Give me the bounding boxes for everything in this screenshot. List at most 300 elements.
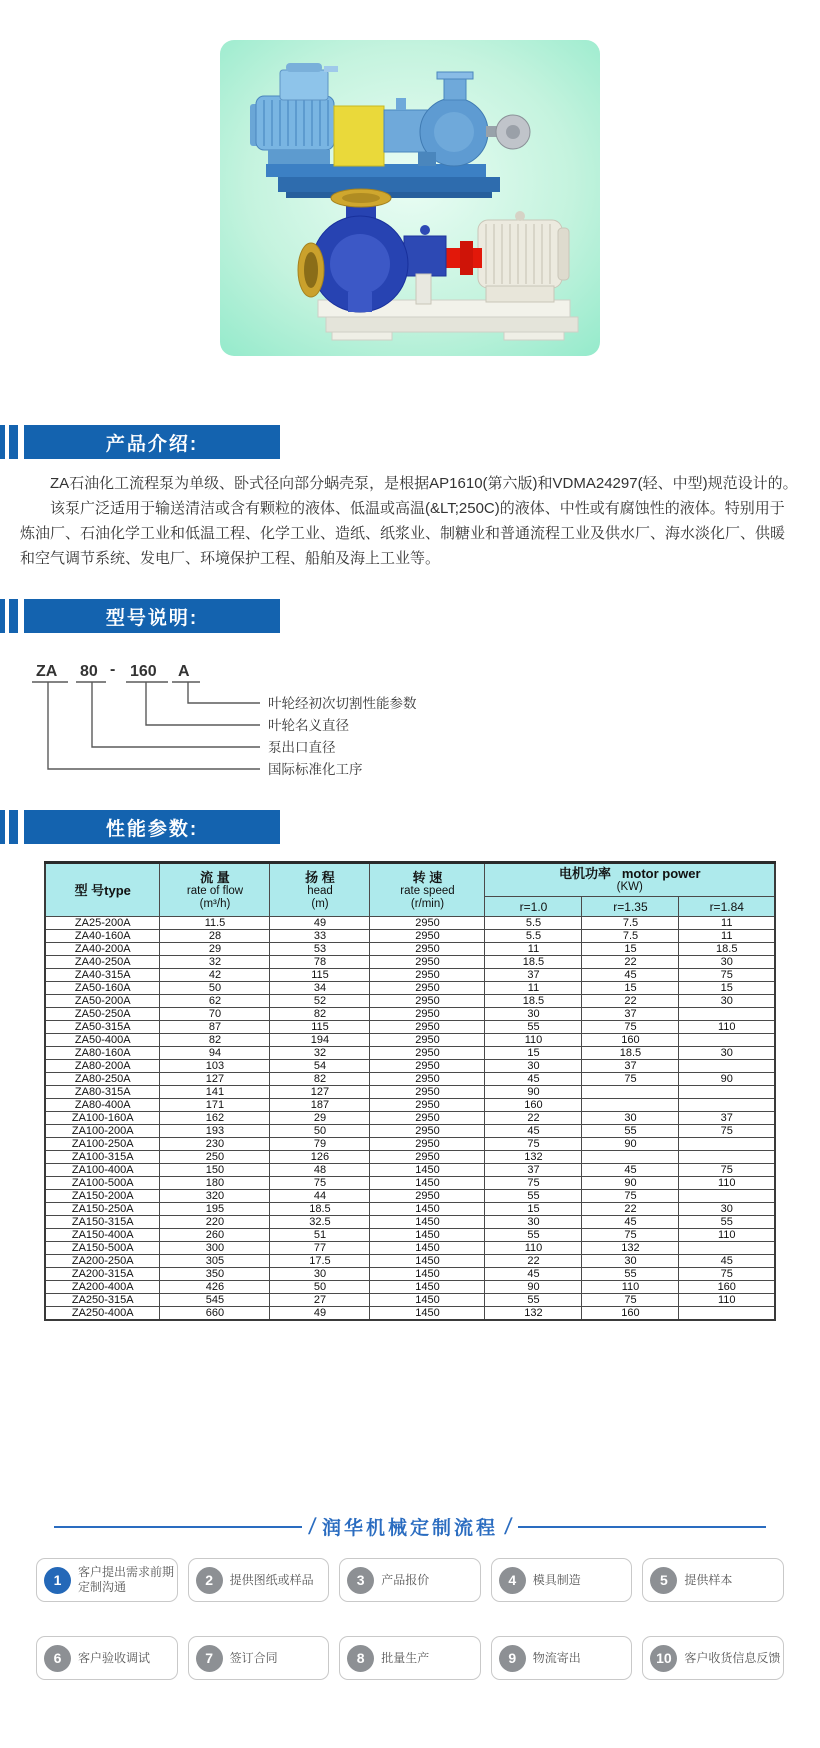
cell-flow: 660	[160, 1307, 270, 1321]
cell-speed: 2950	[370, 982, 485, 995]
cell-head: 194	[270, 1034, 370, 1047]
step-label: 客户验收调试	[78, 1650, 151, 1665]
cell-type: ZA40-250A	[45, 956, 160, 969]
cell-flow: 230	[160, 1138, 270, 1151]
cell-power-r135: 45	[582, 969, 679, 982]
cell-flow: 28	[160, 930, 270, 943]
cell-flow: 350	[160, 1268, 270, 1281]
col-header-flow-en: rate of flow	[186, 884, 244, 897]
cell-type: ZA150-400A	[45, 1229, 160, 1242]
step-number-badge	[499, 1567, 526, 1594]
cell-power-r184: 110	[679, 1177, 775, 1190]
cell-head: 48	[270, 1164, 370, 1177]
cell-power-r135: 160	[582, 1307, 679, 1321]
cell-head: 17.5	[270, 1255, 370, 1268]
cell-speed: 2950	[370, 969, 485, 982]
col-header-speed-cn: 转 速	[412, 869, 443, 885]
cell-type: ZA50-400A	[45, 1034, 160, 1047]
cell-speed: 2950	[370, 1138, 485, 1151]
cell-power-r135: 37	[582, 1060, 679, 1073]
table-row	[45, 956, 775, 969]
cell-type: ZA150-500A	[45, 1242, 160, 1255]
cell-flow: 426	[160, 1281, 270, 1294]
cell-flow: 220	[160, 1216, 270, 1229]
col-header-speed-en: rate speed	[400, 884, 455, 897]
cell-power-r184	[679, 1242, 775, 1255]
cell-speed: 2950	[370, 1047, 485, 1060]
table-row	[45, 969, 775, 982]
cell-power-r1: 132	[485, 1151, 582, 1164]
col-header-flow-unit: (m³/h)	[199, 897, 231, 910]
cell-speed: 1450	[370, 1164, 485, 1177]
cell-speed: 2950	[370, 930, 485, 943]
table-row	[45, 1151, 775, 1164]
process-step	[642, 1636, 784, 1680]
table-row	[45, 917, 775, 930]
header-accent-bar	[9, 599, 18, 633]
cell-power-r1: 160	[485, 1099, 582, 1112]
process-title: 润华机械定制流程	[322, 1518, 499, 1539]
table-row	[45, 1190, 775, 1203]
step-number-badge	[196, 1567, 223, 1594]
cell-power-r135: 45	[582, 1216, 679, 1229]
cell-power-r135	[582, 1099, 679, 1112]
heading-slash-left: /	[306, 1513, 317, 1539]
cell-power-r184	[679, 1190, 775, 1203]
model-label-outlet: 泵出口直径	[268, 740, 336, 755]
cell-speed: 2950	[370, 917, 485, 930]
cell-power-r135: 132	[582, 1242, 679, 1255]
table-row	[45, 1034, 775, 1047]
cell-power-r1: 11	[485, 943, 582, 956]
step-number: 9	[508, 1650, 517, 1666]
cell-power-r135	[582, 1151, 679, 1164]
step-number: 5	[659, 1572, 668, 1588]
step-label: 产品报价	[381, 1572, 430, 1587]
cell-power-r184: 75	[679, 1268, 775, 1281]
cell-type: ZA80-250A	[45, 1073, 160, 1086]
cell-power-r1: 45	[485, 1125, 582, 1138]
cell-power-r184: 75	[679, 1125, 775, 1138]
col-header-head-en: head	[307, 884, 333, 897]
cell-power-r135: 37	[582, 1008, 679, 1021]
table-row	[45, 982, 775, 995]
cell-head: 79	[270, 1138, 370, 1151]
cell-power-r184: 30	[679, 1047, 775, 1060]
cell-flow: 171	[160, 1099, 270, 1112]
cell-power-r184	[679, 1086, 775, 1099]
cell-power-r184: 160	[679, 1281, 775, 1294]
cell-type: ZA100-160A	[45, 1112, 160, 1125]
cell-power-r135: 160	[582, 1034, 679, 1047]
cell-type: ZA80-400A	[45, 1099, 160, 1112]
cell-power-r184: 30	[679, 995, 775, 1008]
table-row	[45, 1138, 775, 1151]
cell-flow: 62	[160, 995, 270, 1008]
cell-type: ZA200-250A	[45, 1255, 160, 1268]
cell-head: 52	[270, 995, 370, 1008]
table-row	[45, 1112, 775, 1125]
cell-type: ZA100-500A	[45, 1177, 160, 1190]
step-label: 客户收货信息反馈	[684, 1650, 781, 1665]
cell-speed: 1450	[370, 1177, 485, 1190]
col-header-head-unit: (m)	[311, 897, 329, 910]
table-row	[45, 1216, 775, 1229]
cell-power-r184: 18.5	[679, 943, 775, 956]
cell-type: ZA100-315A	[45, 1151, 160, 1164]
intro-paragraph-2: 该泵广泛适用于输送清洁或含有颗粒的液体、低温或高温(&LT;250C)的液体、中性或有腐蚀性的液体。特别用于炼油厂、石油化学工业和低温工程、化学工业、造纸、纸浆业、制糖业和普通流程工业及供水厂、海水淡化厂、供暖和空气调节系统、发电厂、环境保护工程、船舶及海上工业等。	[20, 500, 786, 567]
cell-type: ZA250-400A	[45, 1307, 160, 1321]
table-row	[45, 1099, 775, 1112]
cell-power-r1: 110	[485, 1242, 582, 1255]
step-number-badge	[196, 1645, 223, 1672]
step-number: 2	[205, 1572, 213, 1588]
cell-power-r184: 110	[679, 1294, 775, 1307]
cell-head: 30	[270, 1268, 370, 1281]
cell-flow: 127	[160, 1073, 270, 1086]
cell-power-r184: 15	[679, 982, 775, 995]
cell-flow: 11.5	[160, 917, 270, 930]
step-label: 模具制造	[532, 1572, 581, 1587]
cell-flow: 162	[160, 1112, 270, 1125]
col-header-head	[270, 863, 370, 917]
cell-speed: 1450	[370, 1242, 485, 1255]
process-step	[491, 1636, 633, 1680]
cell-speed: 2950	[370, 943, 485, 956]
step-label: 客户提出需求前期定制沟通	[78, 1565, 175, 1594]
cell-type: ZA40-160A	[45, 930, 160, 943]
table-row	[45, 1021, 775, 1034]
intro-text	[20, 471, 798, 571]
table-row	[45, 943, 775, 956]
cell-power-r1: 55	[485, 1190, 582, 1203]
cell-power-r184: 11	[679, 930, 775, 943]
cell-power-r184: 37	[679, 1112, 775, 1125]
step-label: 批量生产	[381, 1650, 430, 1665]
cell-power-r135: 22	[582, 995, 679, 1008]
params-table-body	[45, 917, 775, 1321]
step-label: 签订合同	[229, 1650, 278, 1665]
header-accent-bar	[0, 425, 5, 459]
step-label: 提供图纸或样品	[229, 1572, 314, 1587]
cell-power-r135: 7.5	[582, 930, 679, 943]
cell-power-r184	[679, 1307, 775, 1321]
table-row	[45, 1125, 775, 1138]
cell-flow: 193	[160, 1125, 270, 1138]
cell-power-r135: 90	[582, 1138, 679, 1151]
cell-speed: 2950	[370, 1021, 485, 1034]
cell-power-r135: 18.5	[582, 1047, 679, 1060]
cell-power-r184	[679, 1034, 775, 1047]
cell-speed: 2950	[370, 1112, 485, 1125]
process-step	[36, 1558, 178, 1602]
cell-type: ZA100-400A	[45, 1164, 160, 1177]
cell-power-r1: 45	[485, 1073, 582, 1086]
cell-speed: 2950	[370, 1008, 485, 1021]
step-label: 提供样本	[684, 1572, 733, 1587]
cell-flow: 70	[160, 1008, 270, 1021]
table-row	[45, 1060, 775, 1073]
cell-speed: 2950	[370, 1099, 485, 1112]
model-code-impeller: 160	[130, 663, 157, 680]
cell-power-r184	[679, 1138, 775, 1151]
cell-power-r1: 75	[485, 1177, 582, 1190]
cell-head: 54	[270, 1060, 370, 1073]
col-header-power-cn: 电机功率 motor power	[558, 866, 701, 881]
cell-power-r135: 90	[582, 1177, 679, 1190]
cell-power-r1: 18.5	[485, 956, 582, 969]
cell-flow: 545	[160, 1294, 270, 1307]
cell-head: 49	[270, 917, 370, 930]
cell-head: 29	[270, 1112, 370, 1125]
cell-head: 18.5	[270, 1203, 370, 1216]
step-number: 6	[53, 1650, 62, 1666]
process-step	[491, 1558, 633, 1602]
cell-power-r184	[679, 1060, 775, 1073]
step-number: 8	[356, 1650, 365, 1666]
cell-power-r135: 7.5	[582, 917, 679, 930]
model-label-impeller: 叶轮名义直径	[268, 718, 349, 733]
cell-type: ZA50-315A	[45, 1021, 160, 1034]
cell-power-r1: 55	[485, 1021, 582, 1034]
header-accent-bar	[0, 810, 5, 844]
cell-type: ZA150-250A	[45, 1203, 160, 1216]
cell-speed: 1450	[370, 1294, 485, 1307]
col-header-power-unit: (KW)	[616, 881, 643, 893]
cell-power-r135: 45	[582, 1164, 679, 1177]
col-header-type-cn: 型 号type	[74, 882, 131, 898]
cell-power-r184: 110	[679, 1021, 775, 1034]
cell-flow: 29	[160, 943, 270, 956]
model-code-series: ZA	[36, 663, 58, 680]
cell-head: 49	[270, 1307, 370, 1321]
cell-speed: 1450	[370, 1268, 485, 1281]
cell-power-r135: 30	[582, 1255, 679, 1268]
cell-power-r135: 75	[582, 1190, 679, 1203]
table-row	[45, 1255, 775, 1268]
cell-speed: 2950	[370, 1086, 485, 1099]
cell-flow: 300	[160, 1242, 270, 1255]
heading-slash-right: /	[503, 1513, 514, 1539]
cell-flow: 87	[160, 1021, 270, 1034]
cell-power-r1: 15	[485, 1203, 582, 1216]
cell-power-r1: 30	[485, 1216, 582, 1229]
col-header-r135: r=1.35	[582, 897, 679, 917]
step-number: 10	[656, 1650, 672, 1666]
col-header-speed-unit: (r/min)	[410, 897, 445, 910]
heading-rule-right	[518, 1526, 766, 1528]
intro-paragraph-1: ZA石油化工流程泵为单级、卧式径向部分蜗壳泵，是根据AP1610(第六版)和VDMA24297(轻、中型)规范设计的。	[50, 475, 798, 492]
cell-type: ZA25-200A	[45, 917, 160, 930]
cell-type: ZA100-200A	[45, 1125, 160, 1138]
cell-flow: 50	[160, 982, 270, 995]
step-number: 1	[53, 1572, 62, 1588]
cell-flow: 32	[160, 956, 270, 969]
cell-power-r184: 30	[679, 956, 775, 969]
cell-head: 115	[270, 969, 370, 982]
section-header-model	[0, 599, 820, 633]
cell-head: 126	[270, 1151, 370, 1164]
header-accent-bar	[9, 425, 18, 459]
model-code-diagram	[22, 659, 820, 786]
section-title-params: 性能参数:	[24, 810, 280, 844]
cell-type: ZA250-315A	[45, 1294, 160, 1307]
col-header-flow-cn: 流 量	[200, 869, 230, 885]
cell-flow: 305	[160, 1255, 270, 1268]
cell-power-r135	[582, 1086, 679, 1099]
cell-type: ZA80-315A	[45, 1086, 160, 1099]
cell-speed: 1450	[370, 1281, 485, 1294]
cell-speed: 2950	[370, 956, 485, 969]
cell-type: ZA150-200A	[45, 1190, 160, 1203]
cell-speed: 2950	[370, 995, 485, 1008]
cell-power-r135: 75	[582, 1073, 679, 1086]
table-row	[45, 1229, 775, 1242]
step-number: 4	[508, 1572, 517, 1588]
cell-power-r135: 22	[582, 956, 679, 969]
cell-type: ZA200-315A	[45, 1268, 160, 1281]
cell-power-r135: 110	[582, 1281, 679, 1294]
cell-speed: 2950	[370, 1034, 485, 1047]
process-steps-row-1	[36, 1558, 784, 1602]
section-header-params	[0, 810, 820, 844]
cell-power-r135: 75	[582, 1021, 679, 1034]
cell-head: 53	[270, 943, 370, 956]
process-step	[642, 1558, 784, 1602]
cell-power-r1: 5.5	[485, 930, 582, 943]
cell-type: ZA50-200A	[45, 995, 160, 1008]
cell-speed: 1450	[370, 1216, 485, 1229]
cell-speed: 2950	[370, 1190, 485, 1203]
model-code-svg	[22, 659, 542, 781]
table-row	[45, 1008, 775, 1021]
cell-power-r135: 55	[582, 1268, 679, 1281]
cell-head: 33	[270, 930, 370, 943]
cell-flow: 250	[160, 1151, 270, 1164]
cell-type: ZA80-200A	[45, 1060, 160, 1073]
cell-type: ZA50-160A	[45, 982, 160, 995]
cell-power-r1: 45	[485, 1268, 582, 1281]
cell-power-r135: 15	[582, 943, 679, 956]
cell-power-r1: 30	[485, 1008, 582, 1021]
model-label-cut: 叶轮经初次切割性能参数	[268, 696, 417, 711]
performance-parameters-table	[44, 861, 776, 1321]
cell-head: 82	[270, 1073, 370, 1086]
cell-power-r135: 75	[582, 1294, 679, 1307]
cell-flow: 150	[160, 1164, 270, 1177]
model-code-dash: -	[110, 661, 116, 678]
cell-speed: 2950	[370, 1060, 485, 1073]
step-number-badge	[650, 1645, 677, 1672]
cell-speed: 2950	[370, 1151, 485, 1164]
cell-power-r184: 55	[679, 1216, 775, 1229]
cell-type: ZA40-315A	[45, 969, 160, 982]
model-code-cut: A	[178, 663, 190, 680]
cell-head: 127	[270, 1086, 370, 1099]
cell-head: 32	[270, 1047, 370, 1060]
table-row	[45, 1177, 775, 1190]
cell-speed: 1450	[370, 1203, 485, 1216]
cell-power-r135: 15	[582, 982, 679, 995]
cell-power-r1: 18.5	[485, 995, 582, 1008]
cell-power-r184	[679, 1099, 775, 1112]
cell-type: ZA150-315A	[45, 1216, 160, 1229]
cell-power-r1: 15	[485, 1047, 582, 1060]
step-number-badge	[44, 1645, 71, 1672]
heading-rule-left	[54, 1526, 302, 1528]
cell-power-r184: 110	[679, 1229, 775, 1242]
cell-power-r184: 30	[679, 1203, 775, 1216]
cell-power-r1: 90	[485, 1281, 582, 1294]
cell-head: 82	[270, 1008, 370, 1021]
cell-head: 75	[270, 1177, 370, 1190]
cell-head: 32.5	[270, 1216, 370, 1229]
table-row	[45, 1086, 775, 1099]
cell-power-r184	[679, 1008, 775, 1021]
col-header-r1: r=1.0	[485, 897, 582, 917]
cell-flow: 94	[160, 1047, 270, 1060]
process-step	[188, 1636, 330, 1680]
cell-flow: 320	[160, 1190, 270, 1203]
cell-power-r1: 110	[485, 1034, 582, 1047]
col-header-flow	[160, 863, 270, 917]
cell-flow: 180	[160, 1177, 270, 1190]
cell-head: 51	[270, 1229, 370, 1242]
cell-head: 34	[270, 982, 370, 995]
table-row	[45, 995, 775, 1008]
cell-power-r135: 30	[582, 1112, 679, 1125]
section-title-model: 型号说明:	[24, 599, 280, 633]
model-code-outlet: 80	[80, 663, 98, 680]
cell-head: 44	[270, 1190, 370, 1203]
cell-power-r1: 90	[485, 1086, 582, 1099]
cell-flow: 103	[160, 1060, 270, 1073]
table-row	[45, 1268, 775, 1281]
cell-head: 187	[270, 1099, 370, 1112]
process-step	[188, 1558, 330, 1602]
table-row	[45, 1281, 775, 1294]
cell-power-r1: 5.5	[485, 917, 582, 930]
cell-power-r1: 55	[485, 1294, 582, 1307]
cell-power-r1: 22	[485, 1255, 582, 1268]
col-header-power	[485, 863, 775, 897]
cell-speed: 1450	[370, 1255, 485, 1268]
cell-power-r184: 75	[679, 1164, 775, 1177]
cell-power-r1: 132	[485, 1307, 582, 1321]
col-header-r184: r=1.84	[679, 897, 775, 917]
table-row	[45, 1203, 775, 1216]
process-step	[339, 1558, 481, 1602]
step-number-badge	[650, 1567, 677, 1594]
cell-head: 77	[270, 1242, 370, 1255]
cell-power-r135: 55	[582, 1125, 679, 1138]
cell-power-r135: 22	[582, 1203, 679, 1216]
cell-head: 50	[270, 1281, 370, 1294]
cell-power-r184	[679, 1151, 775, 1164]
col-header-speed	[370, 863, 485, 917]
cell-speed: 1450	[370, 1307, 485, 1321]
pump-illustration	[220, 40, 600, 356]
product-photo	[220, 40, 600, 356]
col-header-type	[45, 863, 160, 917]
step-number: 3	[356, 1572, 365, 1588]
table-row	[45, 1242, 775, 1255]
cell-type: ZA80-160A	[45, 1047, 160, 1060]
step-number-badge	[499, 1645, 526, 1672]
col-header-head-cn: 扬 程	[305, 869, 335, 885]
cell-flow: 42	[160, 969, 270, 982]
cell-head: 27	[270, 1294, 370, 1307]
